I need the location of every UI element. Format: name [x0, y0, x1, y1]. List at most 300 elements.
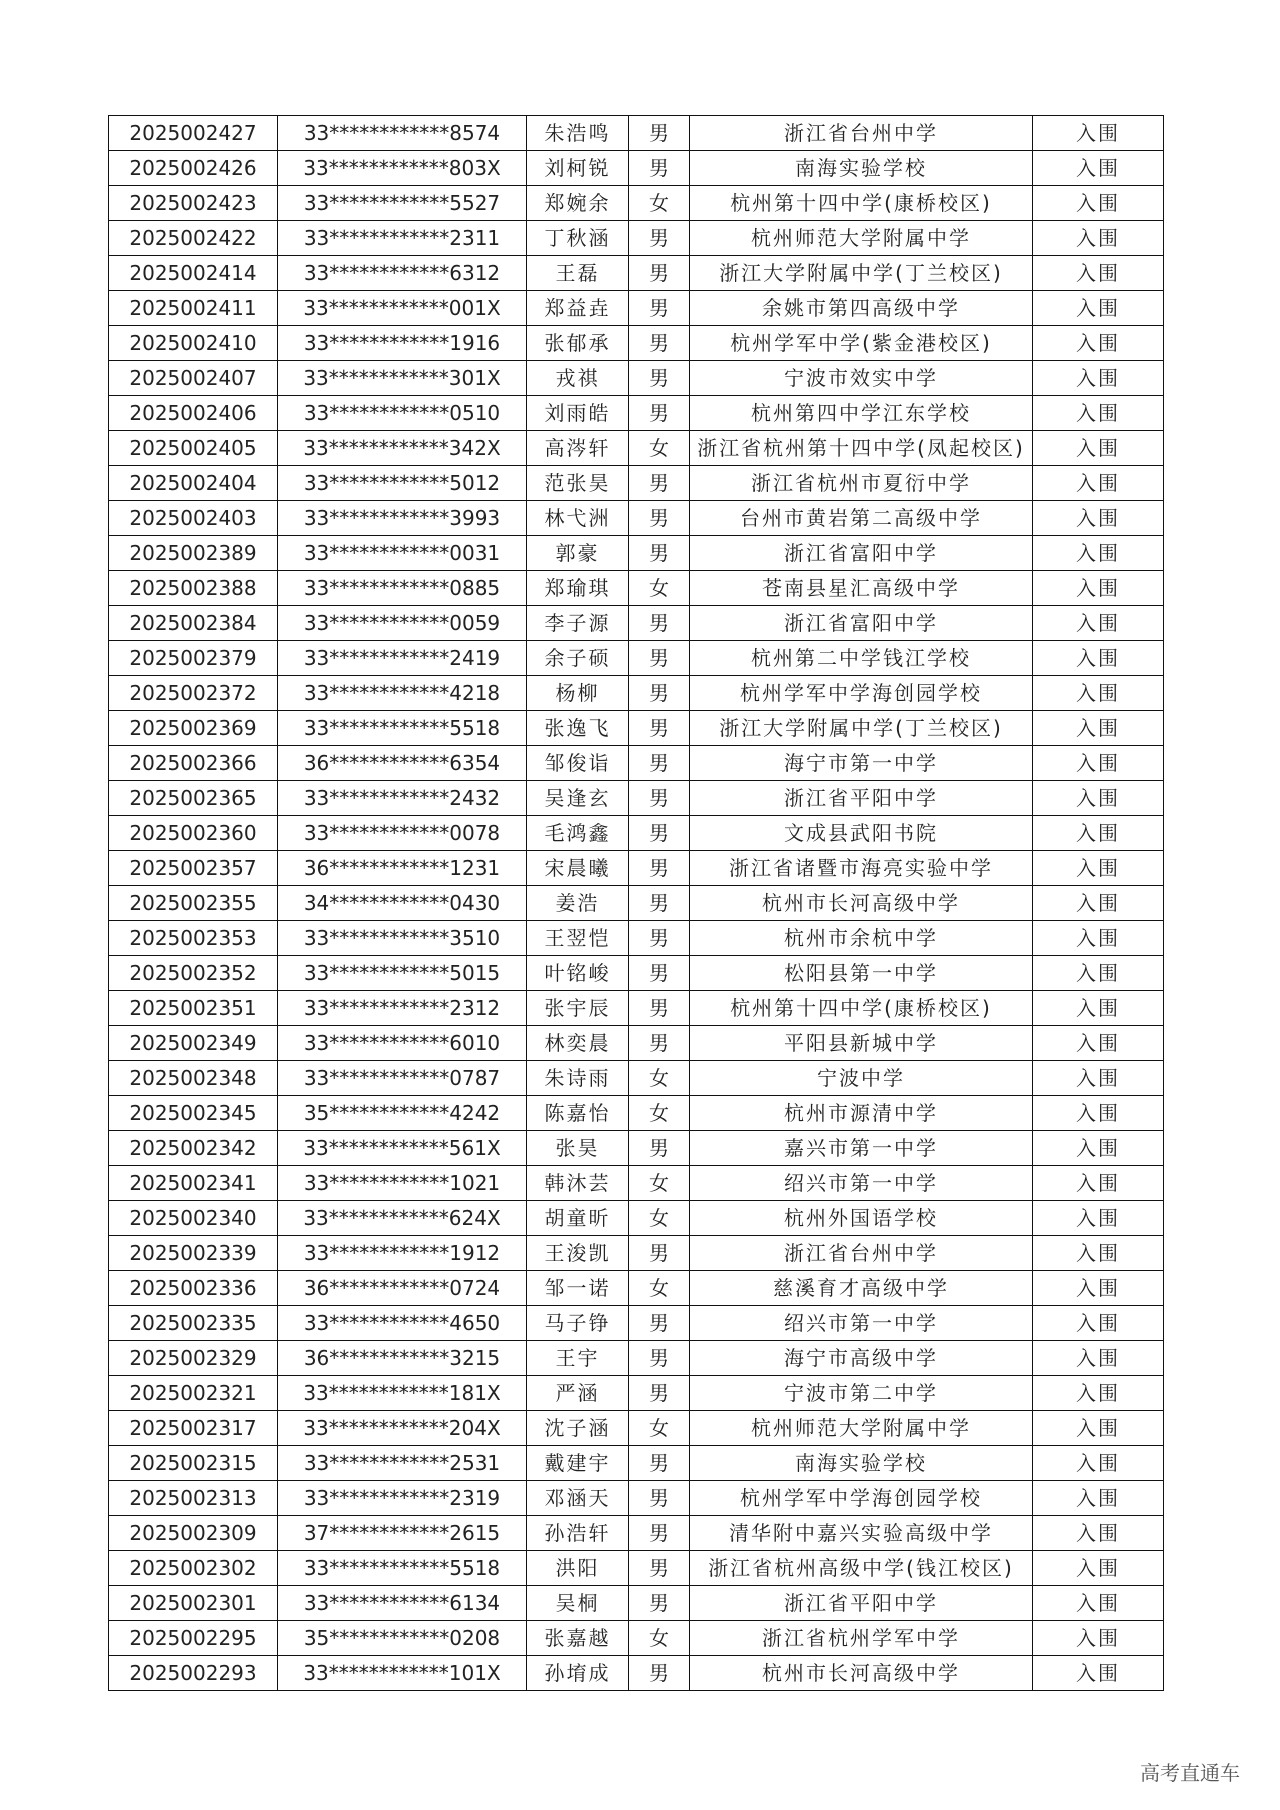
school-cell: 浙江省富阳中学 [690, 606, 1033, 641]
name-cell: 郑瑜琪 [527, 571, 629, 606]
school-cell: 杭州第四中学江东学校 [690, 396, 1033, 431]
school-cell: 杭州市长河高级中学 [690, 886, 1033, 921]
name-cell: 朱浩鸣 [527, 116, 629, 151]
status-cell: 入围 [1033, 291, 1164, 326]
name-cell: 宋晨曦 [527, 851, 629, 886]
school-cell: 南海实验学校 [690, 1446, 1033, 1481]
school-cell: 杭州第二中学钱江学校 [690, 641, 1033, 676]
serial-number-cell: 2025002355 [109, 886, 278, 921]
name-cell: 吴桐 [527, 1586, 629, 1621]
serial-number-cell: 2025002301 [109, 1586, 278, 1621]
id-number-cell: 33************5015 [278, 956, 527, 991]
admission-list-sheet [108, 115, 1164, 1691]
name-cell: 范张昊 [527, 466, 629, 501]
school-cell: 宁波市第二中学 [690, 1376, 1033, 1411]
name-cell: 张嘉越 [527, 1621, 629, 1656]
name-cell: 张宇辰 [527, 991, 629, 1026]
serial-number-cell: 2025002345 [109, 1096, 278, 1131]
gender-cell: 男 [629, 746, 690, 781]
serial-number-cell: 2025002423 [109, 186, 278, 221]
status-cell: 入围 [1033, 1096, 1164, 1131]
serial-number-cell: 2025002404 [109, 466, 278, 501]
school-cell: 台州市黄岩第二高级中学 [690, 501, 1033, 536]
school-cell: 松阳县第一中学 [690, 956, 1033, 991]
table-row [109, 1481, 1164, 1516]
serial-number-cell: 2025002414 [109, 256, 278, 291]
table-row [109, 1131, 1164, 1166]
serial-number-cell: 2025002340 [109, 1201, 278, 1236]
name-cell: 高涔轩 [527, 431, 629, 466]
serial-number-cell: 2025002293 [109, 1656, 278, 1691]
id-number-cell: 33************1912 [278, 1236, 527, 1271]
serial-number-cell: 2025002411 [109, 291, 278, 326]
serial-number-cell: 2025002317 [109, 1411, 278, 1446]
gender-cell: 女 [629, 1411, 690, 1446]
table-row [109, 1411, 1164, 1446]
name-cell: 陈嘉怡 [527, 1096, 629, 1131]
gender-cell: 男 [629, 1026, 690, 1061]
id-number-cell: 33************0078 [278, 816, 527, 851]
status-cell: 入围 [1033, 1411, 1164, 1446]
table-row [109, 816, 1164, 851]
serial-number-cell: 2025002410 [109, 326, 278, 361]
status-cell: 入围 [1033, 711, 1164, 746]
gender-cell: 女 [629, 1061, 690, 1096]
serial-number-cell: 2025002407 [109, 361, 278, 396]
table-row [109, 1236, 1164, 1271]
school-cell: 杭州第十四中学(康桥校区) [690, 186, 1033, 221]
id-number-cell: 33************0885 [278, 571, 527, 606]
table-row [109, 1621, 1164, 1656]
table-row [109, 886, 1164, 921]
id-number-cell: 36************6354 [278, 746, 527, 781]
gender-cell: 男 [629, 1551, 690, 1586]
school-cell: 杭州师范大学附属中学 [690, 1411, 1033, 1446]
id-number-cell: 33************5518 [278, 1551, 527, 1586]
table-row [109, 746, 1164, 781]
serial-number-cell: 2025002342 [109, 1131, 278, 1166]
serial-number-cell: 2025002309 [109, 1516, 278, 1551]
id-number-cell: 36************3215 [278, 1341, 527, 1376]
id-number-cell: 33************0059 [278, 606, 527, 641]
id-number-cell: 33************1021 [278, 1166, 527, 1201]
id-number-cell: 33************5012 [278, 466, 527, 501]
table-row [109, 1061, 1164, 1096]
id-number-cell: 33************6134 [278, 1586, 527, 1621]
serial-number-cell: 2025002352 [109, 956, 278, 991]
school-cell: 浙江省平阳中学 [690, 781, 1033, 816]
table-row [109, 536, 1164, 571]
serial-number-cell: 2025002351 [109, 991, 278, 1026]
school-cell: 宁波中学 [690, 1061, 1033, 1096]
gender-cell: 男 [629, 606, 690, 641]
name-cell: 杨柳 [527, 676, 629, 711]
table-row [109, 1551, 1164, 1586]
table-row [109, 291, 1164, 326]
school-cell: 浙江省富阳中学 [690, 536, 1033, 571]
id-number-cell: 33************6312 [278, 256, 527, 291]
school-cell: 浙江省杭州高级中学(钱江校区) [690, 1551, 1033, 1586]
serial-number-cell: 2025002388 [109, 571, 278, 606]
school-cell: 浙江大学附属中学(丁兰校区) [690, 256, 1033, 291]
serial-number-cell: 2025002369 [109, 711, 278, 746]
serial-number-cell: 2025002321 [109, 1376, 278, 1411]
gender-cell: 男 [629, 676, 690, 711]
name-cell: 丁秋涵 [527, 221, 629, 256]
id-number-cell: 33************2311 [278, 221, 527, 256]
name-cell: 邹俊诣 [527, 746, 629, 781]
id-number-cell: 33************0031 [278, 536, 527, 571]
id-number-cell: 33************001X [278, 291, 527, 326]
table-row [109, 1271, 1164, 1306]
school-cell: 杭州学军中学海创园学校 [690, 676, 1033, 711]
id-number-cell: 33************4650 [278, 1306, 527, 1341]
status-cell: 入围 [1033, 431, 1164, 466]
table-row [109, 641, 1164, 676]
serial-number-cell: 2025002295 [109, 1621, 278, 1656]
id-number-cell: 33************8574 [278, 116, 527, 151]
gender-cell: 男 [629, 921, 690, 956]
gender-cell: 女 [629, 1621, 690, 1656]
serial-number-cell: 2025002329 [109, 1341, 278, 1376]
gender-cell: 男 [629, 1341, 690, 1376]
name-cell: 吴逢玄 [527, 781, 629, 816]
status-cell: 入围 [1033, 1621, 1164, 1656]
id-number-cell: 33************3993 [278, 501, 527, 536]
serial-number-cell: 2025002357 [109, 851, 278, 886]
gender-cell: 男 [629, 641, 690, 676]
name-cell: 马子铮 [527, 1306, 629, 1341]
gender-cell: 男 [629, 116, 690, 151]
school-cell: 浙江省平阳中学 [690, 1586, 1033, 1621]
status-cell: 入围 [1033, 326, 1164, 361]
id-number-cell: 34************0430 [278, 886, 527, 921]
table-row [109, 956, 1164, 991]
serial-number-cell: 2025002302 [109, 1551, 278, 1586]
status-cell: 入围 [1033, 1236, 1164, 1271]
school-cell: 嘉兴市第一中学 [690, 1131, 1033, 1166]
gender-cell: 男 [629, 1236, 690, 1271]
table-row [109, 1096, 1164, 1131]
table-row [109, 851, 1164, 886]
status-cell: 入围 [1033, 641, 1164, 676]
table-row [109, 431, 1164, 466]
serial-number-cell: 2025002389 [109, 536, 278, 571]
name-cell: 戴建宇 [527, 1446, 629, 1481]
id-number-cell: 33************803X [278, 151, 527, 186]
id-number-cell: 36************0724 [278, 1271, 527, 1306]
serial-number-cell: 2025002406 [109, 396, 278, 431]
status-cell: 入围 [1033, 991, 1164, 1026]
status-cell: 入围 [1033, 396, 1164, 431]
serial-number-cell: 2025002372 [109, 676, 278, 711]
name-cell: 胡童昕 [527, 1201, 629, 1236]
serial-number-cell: 2025002366 [109, 746, 278, 781]
serial-number-cell: 2025002315 [109, 1446, 278, 1481]
school-cell: 杭州学军中学海创园学校 [690, 1481, 1033, 1516]
gender-cell: 男 [629, 1131, 690, 1166]
gender-cell: 女 [629, 1096, 690, 1131]
gender-cell: 男 [629, 1306, 690, 1341]
school-cell: 杭州学军中学(紫金港校区) [690, 326, 1033, 361]
table-row [109, 571, 1164, 606]
name-cell: 孙浩轩 [527, 1516, 629, 1551]
id-number-cell: 33************561X [278, 1131, 527, 1166]
gender-cell: 男 [629, 221, 690, 256]
admission-table-body [109, 116, 1164, 1691]
status-cell: 入围 [1033, 1516, 1164, 1551]
status-cell: 入围 [1033, 606, 1164, 641]
school-cell: 杭州第十四中学(康桥校区) [690, 991, 1033, 1026]
name-cell: 毛鸿鑫 [527, 816, 629, 851]
admission-table [108, 115, 1164, 1691]
status-cell: 入围 [1033, 956, 1164, 991]
school-cell: 南海实验学校 [690, 151, 1033, 186]
serial-number-cell: 2025002426 [109, 151, 278, 186]
name-cell: 孙堉成 [527, 1656, 629, 1691]
serial-number-cell: 2025002339 [109, 1236, 278, 1271]
school-cell: 慈溪育才高级中学 [690, 1271, 1033, 1306]
name-cell: 刘雨皓 [527, 396, 629, 431]
status-cell: 入围 [1033, 781, 1164, 816]
table-row [109, 921, 1164, 956]
school-cell: 苍南县星汇高级中学 [690, 571, 1033, 606]
status-cell: 入围 [1033, 746, 1164, 781]
gender-cell: 男 [629, 501, 690, 536]
serial-number-cell: 2025002405 [109, 431, 278, 466]
name-cell: 王磊 [527, 256, 629, 291]
gender-cell: 男 [629, 291, 690, 326]
status-cell: 入围 [1033, 1131, 1164, 1166]
id-number-cell: 33************5518 [278, 711, 527, 746]
name-cell: 张郁承 [527, 326, 629, 361]
gender-cell: 男 [629, 1446, 690, 1481]
name-cell: 姜浩 [527, 886, 629, 921]
school-cell: 浙江省杭州第十四中学(凤起校区) [690, 431, 1033, 466]
table-row [109, 256, 1164, 291]
status-cell: 入围 [1033, 1586, 1164, 1621]
school-cell: 浙江省台州中学 [690, 116, 1033, 151]
gender-cell: 男 [629, 956, 690, 991]
gender-cell: 女 [629, 1201, 690, 1236]
id-number-cell: 33************2419 [278, 641, 527, 676]
name-cell: 郑益垚 [527, 291, 629, 326]
id-number-cell: 33************0787 [278, 1061, 527, 1096]
school-cell: 平阳县新城中学 [690, 1026, 1033, 1061]
table-row [109, 606, 1164, 641]
school-cell: 绍兴市第一中学 [690, 1306, 1033, 1341]
gender-cell: 女 [629, 1166, 690, 1201]
school-cell: 浙江省台州中学 [690, 1236, 1033, 1271]
id-number-cell: 33************2531 [278, 1446, 527, 1481]
gender-cell: 男 [629, 151, 690, 186]
status-cell: 入围 [1033, 1341, 1164, 1376]
gender-cell: 男 [629, 1516, 690, 1551]
school-cell: 余姚市第四高级中学 [690, 291, 1033, 326]
name-cell: 郑婉余 [527, 186, 629, 221]
id-number-cell: 36************1231 [278, 851, 527, 886]
gender-cell: 男 [629, 396, 690, 431]
status-cell: 入围 [1033, 116, 1164, 151]
table-row [109, 116, 1164, 151]
table-row [109, 396, 1164, 431]
status-cell: 入围 [1033, 151, 1164, 186]
table-row [109, 1201, 1164, 1236]
table-row [109, 676, 1164, 711]
status-cell: 入围 [1033, 676, 1164, 711]
table-row [109, 1376, 1164, 1411]
gender-cell: 男 [629, 536, 690, 571]
status-cell: 入围 [1033, 921, 1164, 956]
id-number-cell: 33************6010 [278, 1026, 527, 1061]
status-cell: 入围 [1033, 1306, 1164, 1341]
gender-cell: 男 [629, 991, 690, 1026]
school-cell: 文成县武阳书院 [690, 816, 1033, 851]
gender-cell: 男 [629, 1656, 690, 1691]
serial-number-cell: 2025002365 [109, 781, 278, 816]
serial-number-cell: 2025002379 [109, 641, 278, 676]
status-cell: 入围 [1033, 1481, 1164, 1516]
serial-number-cell: 2025002335 [109, 1306, 278, 1341]
gender-cell: 女 [629, 186, 690, 221]
serial-number-cell: 2025002403 [109, 501, 278, 536]
serial-number-cell: 2025002341 [109, 1166, 278, 1201]
name-cell: 王浚凯 [527, 1236, 629, 1271]
school-cell: 杭州师范大学附属中学 [690, 221, 1033, 256]
name-cell: 余子硕 [527, 641, 629, 676]
status-cell: 入围 [1033, 1656, 1164, 1691]
table-row [109, 361, 1164, 396]
name-cell: 王翌恺 [527, 921, 629, 956]
id-number-cell: 33************301X [278, 361, 527, 396]
id-number-cell: 33************0510 [278, 396, 527, 431]
gender-cell: 男 [629, 1586, 690, 1621]
name-cell: 戎祺 [527, 361, 629, 396]
id-number-cell: 33************3510 [278, 921, 527, 956]
gender-cell: 女 [629, 1271, 690, 1306]
serial-number-cell: 2025002313 [109, 1481, 278, 1516]
id-number-cell: 33************342X [278, 431, 527, 466]
name-cell: 林弋洲 [527, 501, 629, 536]
serial-number-cell: 2025002427 [109, 116, 278, 151]
status-cell: 入围 [1033, 1061, 1164, 1096]
status-cell: 入围 [1033, 501, 1164, 536]
status-cell: 入围 [1033, 256, 1164, 291]
school-cell: 浙江大学附属中学(丁兰校区) [690, 711, 1033, 746]
status-cell: 入围 [1033, 1026, 1164, 1061]
id-number-cell: 33************5527 [278, 186, 527, 221]
status-cell: 入围 [1033, 1551, 1164, 1586]
gender-cell: 男 [629, 886, 690, 921]
name-cell: 林奕晨 [527, 1026, 629, 1061]
name-cell: 王宇 [527, 1341, 629, 1376]
id-number-cell: 35************4242 [278, 1096, 527, 1131]
table-row [109, 1341, 1164, 1376]
table-row [109, 221, 1164, 256]
table-row [109, 1516, 1164, 1551]
school-cell: 浙江省杭州市夏衍中学 [690, 466, 1033, 501]
school-cell: 杭州市源清中学 [690, 1096, 1033, 1131]
school-cell: 海宁市第一中学 [690, 746, 1033, 781]
gender-cell: 男 [629, 851, 690, 886]
school-cell: 清华附中嘉兴实验高级中学 [690, 1516, 1033, 1551]
serial-number-cell: 2025002384 [109, 606, 278, 641]
gender-cell: 男 [629, 1481, 690, 1516]
status-cell: 入围 [1033, 851, 1164, 886]
gender-cell: 男 [629, 816, 690, 851]
table-row [109, 1306, 1164, 1341]
school-cell: 浙江省诸暨市海亮实验中学 [690, 851, 1033, 886]
id-number-cell: 37************2615 [278, 1516, 527, 1551]
table-row [109, 1656, 1164, 1691]
status-cell: 入围 [1033, 816, 1164, 851]
id-number-cell: 33************204X [278, 1411, 527, 1446]
gender-cell: 男 [629, 326, 690, 361]
table-row [109, 1446, 1164, 1481]
table-row [109, 186, 1164, 221]
id-number-cell: 33************2319 [278, 1481, 527, 1516]
table-row [109, 781, 1164, 816]
gender-cell: 男 [629, 781, 690, 816]
id-number-cell: 33************2312 [278, 991, 527, 1026]
name-cell: 洪阳 [527, 1551, 629, 1586]
school-cell: 杭州外国语学校 [690, 1201, 1033, 1236]
school-cell: 杭州市余杭中学 [690, 921, 1033, 956]
status-cell: 入围 [1033, 1376, 1164, 1411]
name-cell: 李子源 [527, 606, 629, 641]
id-number-cell: 33************181X [278, 1376, 527, 1411]
name-cell: 韩沐芸 [527, 1166, 629, 1201]
status-cell: 入围 [1033, 1271, 1164, 1306]
id-number-cell: 33************1916 [278, 326, 527, 361]
name-cell: 叶铭峻 [527, 956, 629, 991]
table-row [109, 1026, 1164, 1061]
status-cell: 入围 [1033, 1166, 1164, 1201]
status-cell: 入围 [1033, 221, 1164, 256]
gender-cell: 男 [629, 361, 690, 396]
id-number-cell: 33************624X [278, 1201, 527, 1236]
status-cell: 入围 [1033, 1446, 1164, 1481]
school-cell: 绍兴市第一中学 [690, 1166, 1033, 1201]
table-row [109, 151, 1164, 186]
name-cell: 刘柯锐 [527, 151, 629, 186]
table-row [109, 1586, 1164, 1621]
status-cell: 入围 [1033, 1201, 1164, 1236]
status-cell: 入围 [1033, 361, 1164, 396]
school-cell: 宁波市效实中学 [690, 361, 1033, 396]
serial-number-cell: 2025002336 [109, 1271, 278, 1306]
table-row [109, 1166, 1164, 1201]
school-cell: 浙江省杭州学军中学 [690, 1621, 1033, 1656]
gender-cell: 女 [629, 571, 690, 606]
id-number-cell: 33************4218 [278, 676, 527, 711]
school-cell: 海宁市高级中学 [690, 1341, 1033, 1376]
id-number-cell: 35************0208 [278, 1621, 527, 1656]
status-cell: 入围 [1033, 886, 1164, 921]
table-row [109, 991, 1164, 1026]
status-cell: 入围 [1033, 466, 1164, 501]
school-cell: 杭州市长河高级中学 [690, 1656, 1033, 1691]
name-cell: 朱诗雨 [527, 1061, 629, 1096]
serial-number-cell: 2025002348 [109, 1061, 278, 1096]
serial-number-cell: 2025002353 [109, 921, 278, 956]
name-cell: 沈子涵 [527, 1411, 629, 1446]
table-row [109, 326, 1164, 361]
gender-cell: 男 [629, 466, 690, 501]
table-row [109, 466, 1164, 501]
gender-cell: 女 [629, 431, 690, 466]
name-cell: 邹一诺 [527, 1271, 629, 1306]
